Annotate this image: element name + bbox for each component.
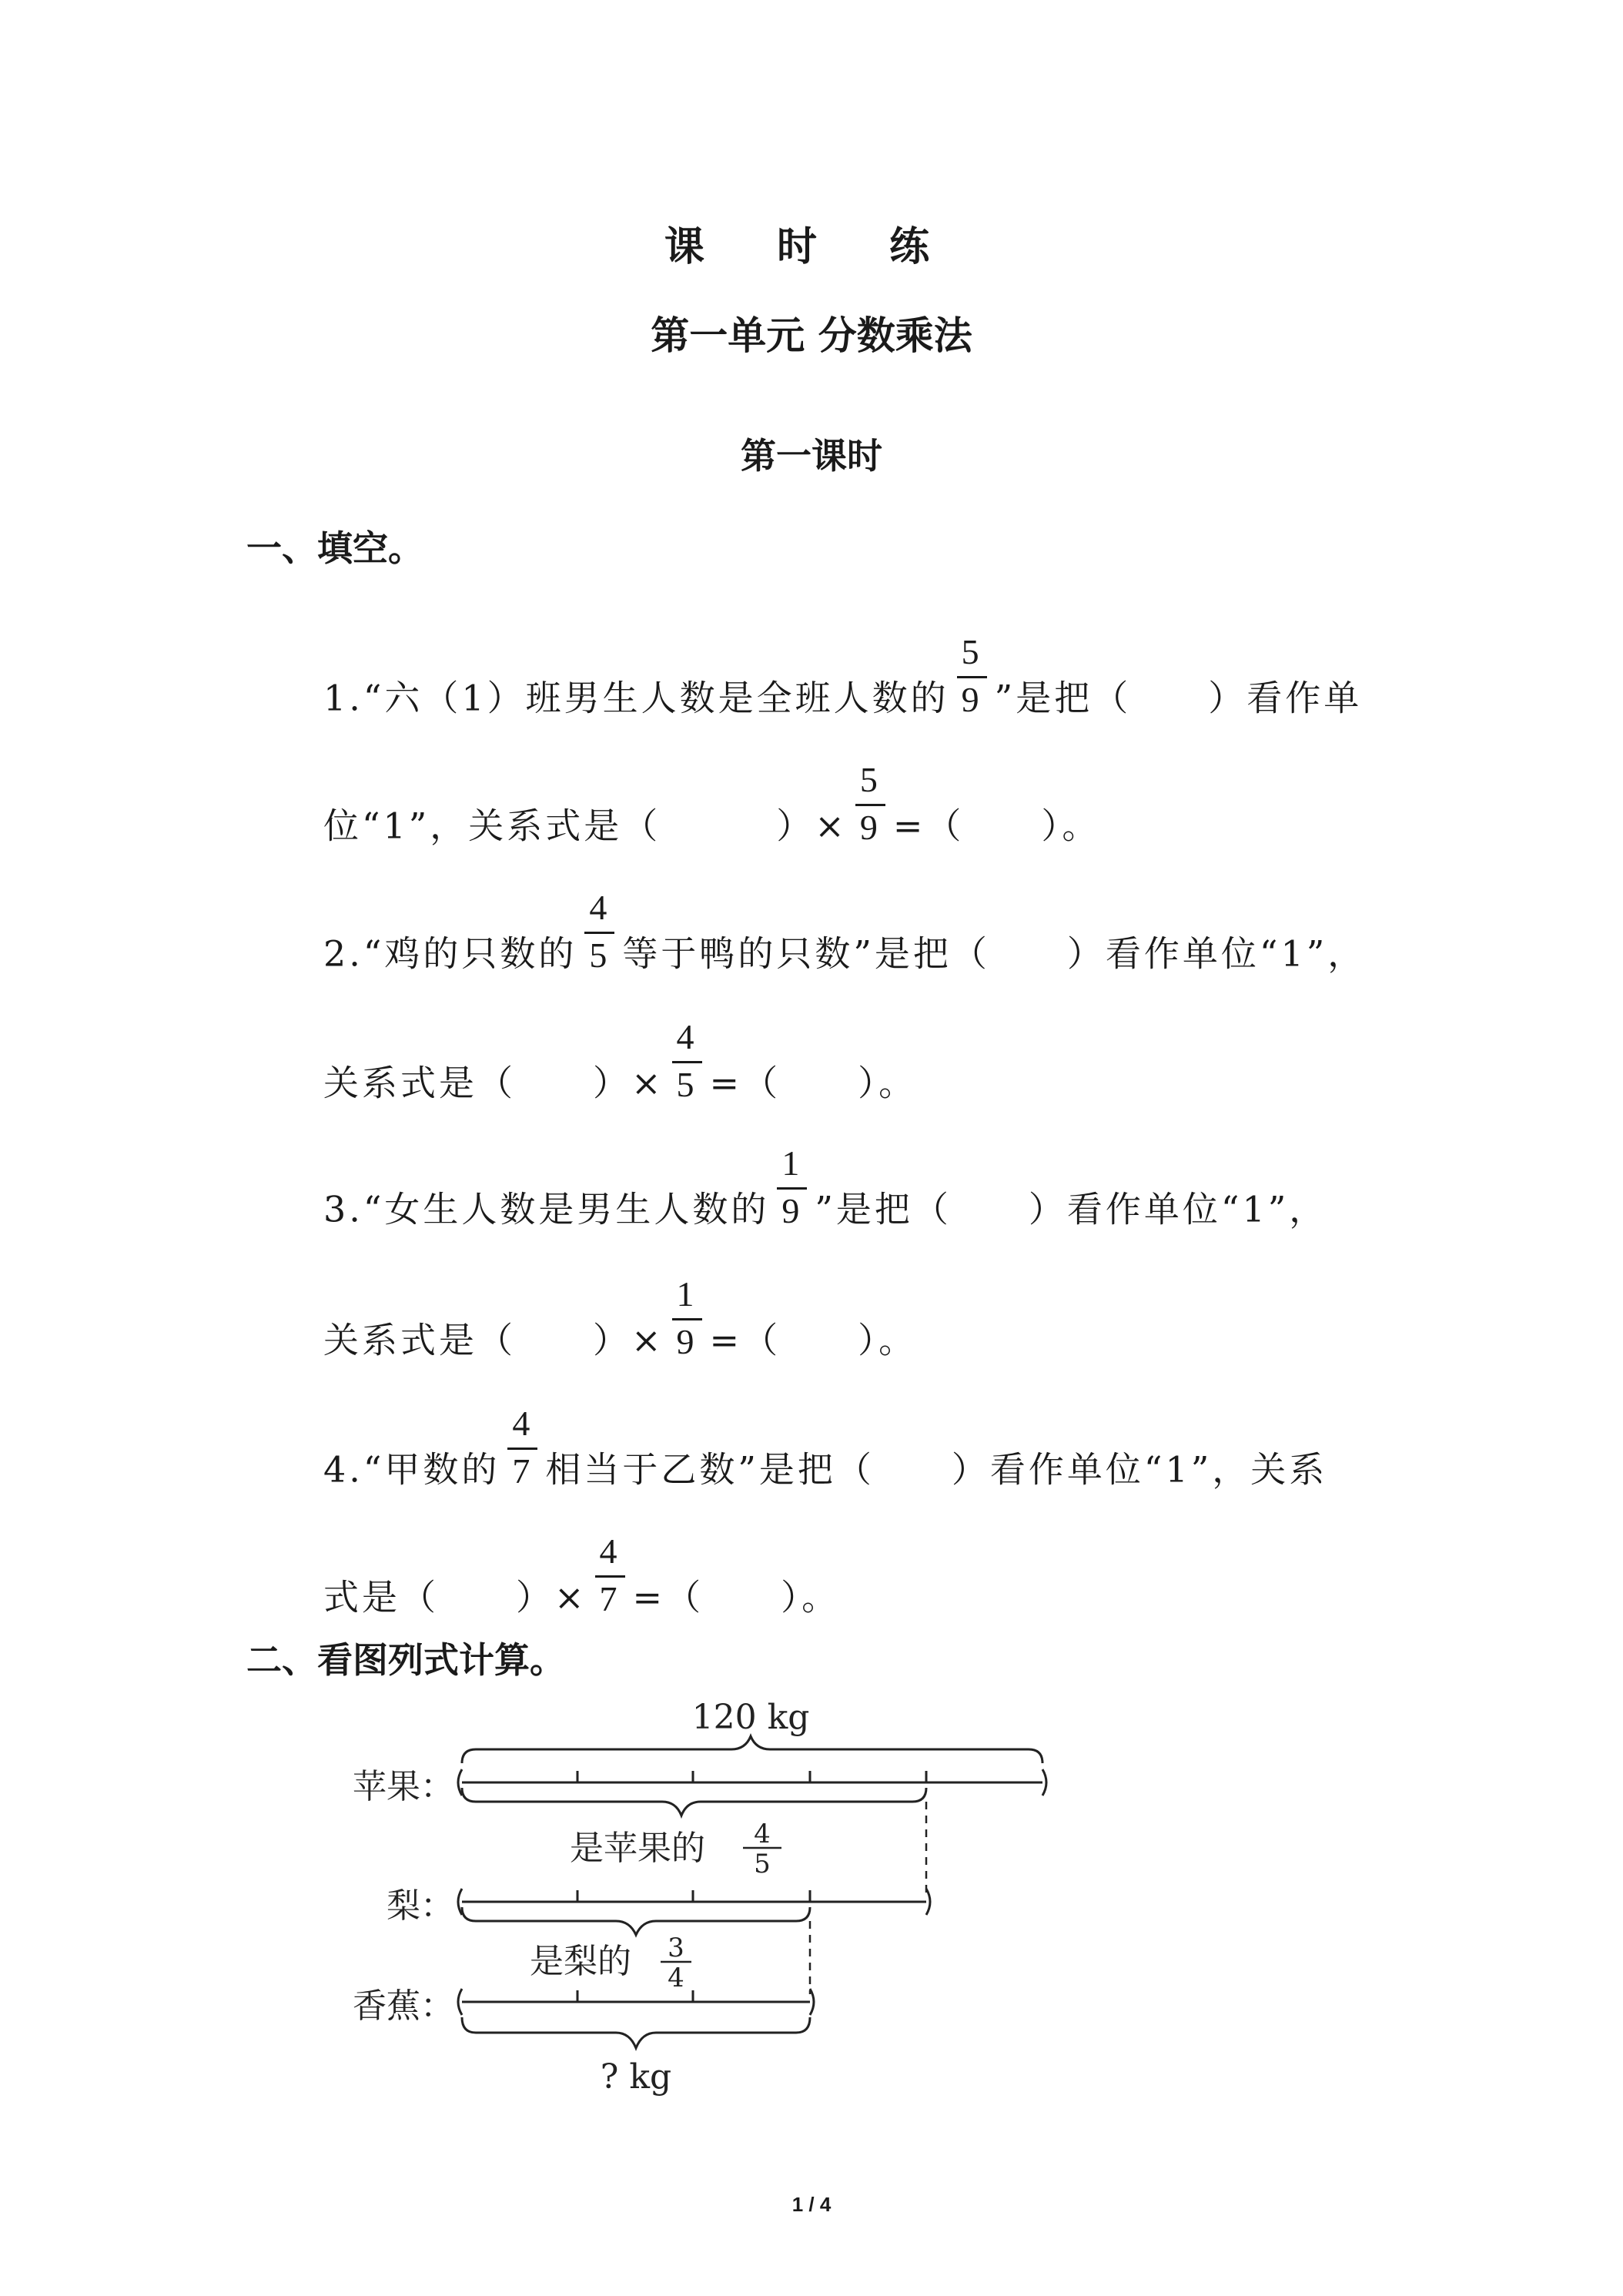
q2-line2: 关系式是（ ）× $\frac{4}{5}$ =（ ）。: [323, 1039, 917, 1133]
unit-title: 第一单元 分数乘法: [651, 313, 972, 358]
fraction: $\frac{4}{5}$: [672, 1013, 702, 1106]
q3-line1: 3.“女生人数是男生人数的 $\frac{1}{9}$ ”是把（ ）看作单位“1”，: [323, 1166, 1327, 1259]
q1-line1: 1.“六（1）班男生人数是全班人数的 $\frac{5}{9}$ ”是把（ ）看作单: [323, 654, 1362, 748]
banana-brace: [462, 1907, 810, 1935]
section1-heading: 一、填空。: [246, 527, 423, 569]
fraction: $\frac{4}{5}$: [584, 884, 614, 977]
pear-brace: [462, 1788, 926, 1816]
question-label: ? kg: [600, 2057, 672, 2097]
total-label: 120 kg: [691, 1698, 810, 1737]
lesson-title: 第一课时: [741, 435, 882, 477]
section2-heading: 二、看图列式计算。: [246, 1639, 565, 1681]
banana-note-den: 4: [668, 1963, 684, 1993]
page-number: 1 / 4: [791, 2193, 832, 2216]
fraction: $\frac{1}{9}$: [672, 1270, 702, 1364]
q4-line1: 4.“甲数的 $\frac{4}{7}$ 相当于乙数”是把（ ）看作单位“1”，关系: [323, 1426, 1327, 1519]
q3-line2: 关系式是（ ）× $\frac{1}{9}$ =（ ）。: [323, 1297, 917, 1390]
fraction: $\frac{5}{9}$: [855, 756, 885, 849]
row-label-apple: 苹果：: [353, 1767, 454, 1806]
pear-note: 是苹果的: [570, 1829, 705, 1868]
fraction: $\frac{4}{7}$: [595, 1528, 625, 1621]
question-brace: [462, 2017, 810, 2048]
q1-line2: 位“1”，关系式是（ ）× $\frac{5}{9}$ =（ ）。: [323, 782, 1100, 875]
total-brace: [462, 1736, 1042, 1763]
q2-line1: 2.“鸡的只数的 $\frac{4}{5}$ 等于鸭的只数”是把（ ）看作单位“1”，: [323, 910, 1366, 1003]
q4-line2: 式是（ ）× $\frac{4}{7}$ =（ ）。: [323, 1554, 840, 1647]
pear-note-num: 4: [754, 1819, 771, 1849]
banana-note: 是梨的: [530, 1942, 631, 1981]
page-title: 课 时 练: [664, 223, 959, 270]
row-label-banana: 香蕉：: [353, 1986, 454, 2026]
fraction: $\frac{5}{9}$: [957, 628, 987, 721]
row-label-pear: 梨：: [387, 1886, 454, 1926]
fraction: $\frac{4}{7}$: [507, 1400, 537, 1493]
pear-note-den: 5: [754, 1849, 771, 1879]
banana-note-num: 3: [668, 1933, 684, 1963]
fraction: $\frac{1}{9}$: [777, 1140, 807, 1233]
